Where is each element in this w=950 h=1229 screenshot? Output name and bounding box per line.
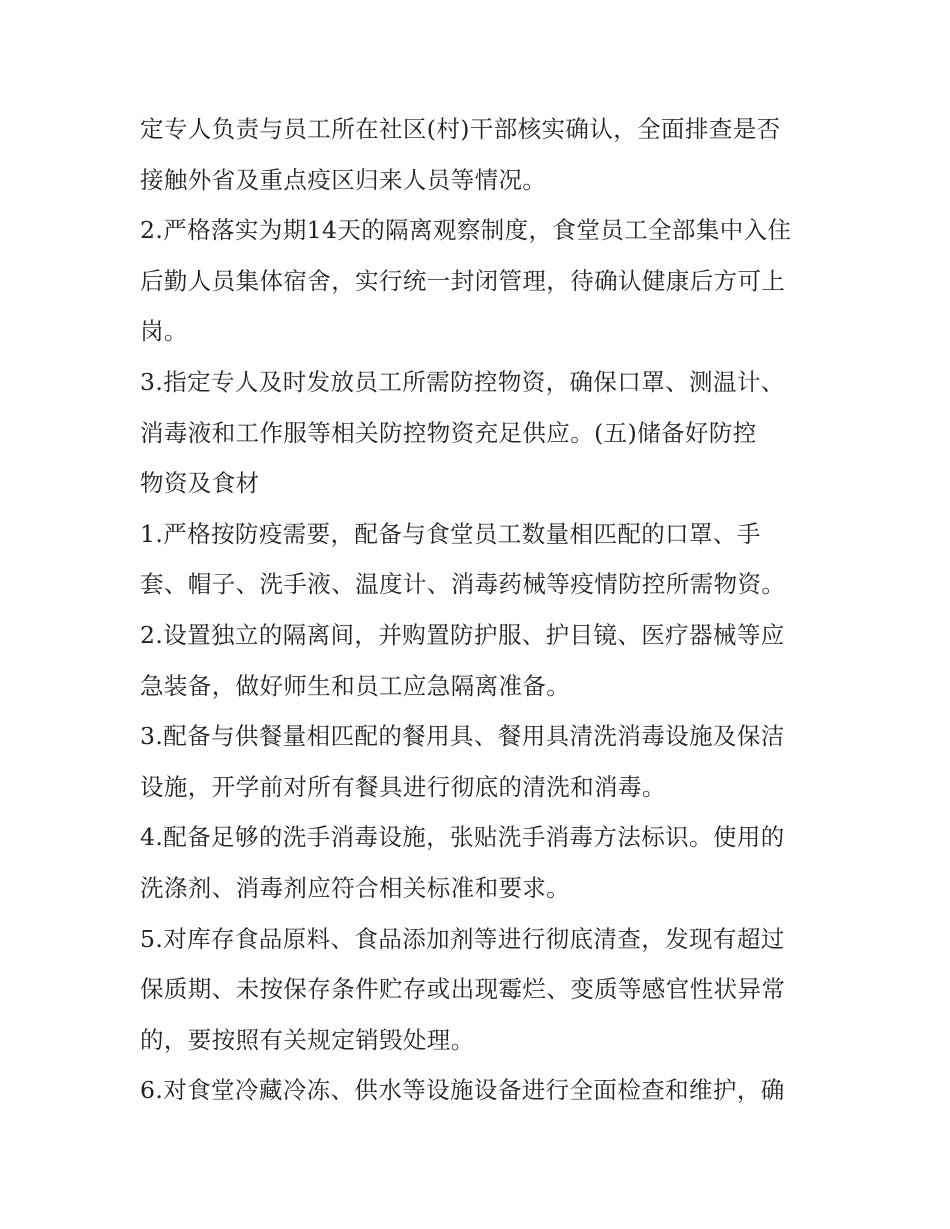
text-line: 物资及食材 bbox=[140, 469, 260, 498]
text-line: 定专人负责与员工所在社区(村)干部核实确认，全面排查是否 bbox=[140, 115, 781, 143]
text-line: 消毒液和工作服等相关防控物资充足供应。(五)储备好防控 bbox=[140, 418, 757, 447]
text-line: 6.对食堂冷藏冷冻、供水等设施设备进行全面检查和维护，确 bbox=[140, 1076, 785, 1105]
text-line: 急装备，做好师生和员工应急隔离准备。 bbox=[140, 671, 571, 700]
text-line: 岗。 bbox=[140, 317, 188, 346]
text-line: 洗涤剂、消毒剂应符合相关标准和要求。 bbox=[140, 873, 571, 902]
text-line: 2.设置独立的隔离间，并购置防护服、护目镜、医疗器械等应 bbox=[140, 620, 785, 649]
text-line: 2.严格落实为期14天的隔离观察制度，食堂员工全部集中入住 bbox=[140, 216, 792, 245]
text-line: 5.对库存食品原料、食品添加剂等进行彻底清查，发现有超过 bbox=[140, 924, 785, 953]
text-line: 3.配备与供餐量相匹配的餐用具、餐用具清洗消毒设施及保洁 bbox=[140, 722, 785, 751]
text-line: 后勤人员集体宿舍，实行统一封闭管理，待确认健康后方可上 bbox=[140, 266, 786, 295]
text-line: 的，要按照有关规定销毁处理。 bbox=[140, 1025, 475, 1054]
text-line: 接触外省及重点疫区归来人员等情况。 bbox=[140, 165, 547, 194]
text-line: 设施，开学前对所有餐具进行彻底的清洗和消毒。 bbox=[140, 772, 666, 801]
text-line: 保质期、未按保存条件贮存或出现霉烂、变质等感官性状异常 bbox=[140, 975, 786, 1004]
text-line: 3.指定专人及时发放员工所需防控物资，确保口罩、测温计、 bbox=[140, 367, 785, 396]
text-line: 1.严格按防疫需要，配备与食堂员工数量相匹配的口罩、手 bbox=[140, 519, 761, 548]
text-line: 4.配备足够的洗手消毒设施，张贴洗手消毒方法标识。使用的 bbox=[140, 823, 785, 852]
document-body bbox=[140, 104, 820, 1116]
text-line: 套、帽子、洗手液、温度计、消毒药械等疫情防控所需物资。 bbox=[140, 570, 786, 599]
